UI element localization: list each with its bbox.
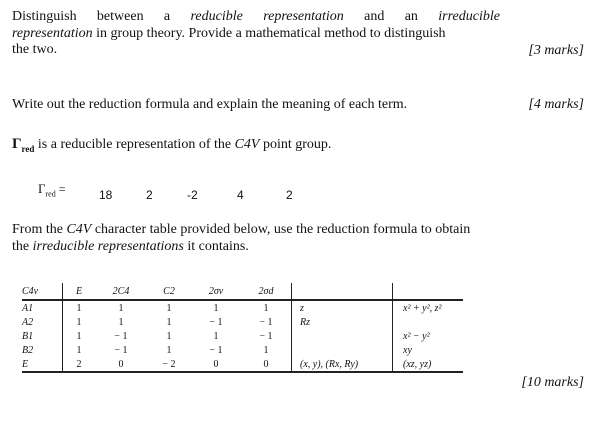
function-cell: Rz [300,316,310,328]
character-cell: 1 [213,302,219,314]
irrep-label: B1 [22,329,63,343]
character-cell: 1 [76,302,82,314]
character-table-header [22,283,463,300]
question-1-line-3: the two. [12,42,58,57]
gamma-row-equals: = [55,182,66,196]
question-1-line-2 [12,26,446,42]
character-cell: 0 [241,357,292,372]
gamma-row-label [38,181,66,198]
irrep-label: B2 [22,343,63,357]
q1-line2-italic: representation [12,26,93,41]
character-cell: 1 [118,316,124,328]
table-row [22,300,463,315]
table-header-blank [292,283,387,300]
character-cell: 0 [95,357,147,372]
irrep-label: A1 [22,300,63,315]
question-4-line-1 [12,222,470,238]
quadratic-cell [393,315,464,329]
quadratic-cell: x² + y², z² [403,302,442,314]
character-cell: 1 [76,344,82,356]
q3-group: C4V [234,137,260,152]
character-cell: − 1 [241,329,292,343]
question-2-marks: [4 marks] [528,97,584,112]
character-table [22,283,463,373]
character-cell: 1 [241,300,292,315]
question-4-marks: [10 marks] [521,375,584,390]
q3-text-b: point group. [259,137,332,152]
q1-word: irreducible [438,9,500,24]
character-cell: 1 [241,343,292,357]
table-row [22,343,463,357]
gamma-value-E: 18 [99,188,113,202]
gamma-row-subscript: red [45,189,56,199]
table-row [22,329,463,343]
q4-group: C4V [66,222,92,237]
question-4-line-2 [12,239,249,255]
character-cell: 1 [166,330,172,342]
q4-line2-italic: irreducible representations [32,239,184,254]
character-cell: 1 [76,316,82,328]
character-cell: − 1 [114,344,128,356]
function-cell [292,329,387,343]
q1-word: representation [263,9,344,24]
irrep-label: A2 [22,315,63,329]
character-cell: 2 [63,357,96,372]
gamma-red-row [38,181,338,201]
character-cell: 1 [166,302,172,314]
gamma-value-2sv: 4 [237,188,244,202]
table-header-cell: 2σv [191,283,241,300]
character-cell: 1 [118,302,124,314]
gamma-value-C2: -2 [187,188,198,202]
question-1-marks: [3 marks] [528,43,584,58]
q1-word: and [364,9,385,24]
gamma-value-2C4: 2 [146,188,153,202]
question-2-text: Write out the reduction formula and explain the meaning of each term. [12,97,408,112]
q1-word: reducible [190,9,243,24]
function-cell: z [300,302,304,314]
q1-word: between [96,9,144,24]
gamma-row-symbol: Γ [38,181,46,196]
q1-line2-rest: in group theory. Provide a mathematical method to distinguish [92,26,446,41]
q1-word: a [163,9,171,24]
character-cell: 1 [166,316,172,328]
quadratic-cell: xy [403,344,412,356]
character-cell: − 1 [241,315,292,329]
q3-text-a: is a reducible representation of the [34,137,235,152]
character-cell: − 1 [209,344,223,356]
table-header-cell: C2 [147,283,191,300]
character-cell: − 1 [209,316,223,328]
quadratic-cell: (xz, yz) [393,357,464,372]
character-cell: 1 [166,344,172,356]
gamma-value-2sd: 2 [286,188,293,202]
q4-line1-b: character table provided below, use the reduction formula to obtain [91,222,471,237]
q4-line2-b: it contains. [183,239,249,254]
table-header-cell: E [63,283,96,300]
q4-line2-a: the [12,239,33,254]
table-header-cell: 2C4 [95,283,147,300]
character-cell: 1 [213,330,219,342]
table-header-blank [393,283,464,300]
character-cell: 1 [76,330,82,342]
character-cell: − 1 [114,330,128,342]
table-row [22,357,463,372]
q4-line1-a: From the [12,222,67,237]
function-cell [292,343,387,357]
q1-word: an [404,9,418,24]
quadratic-cell: x² − y² [403,330,430,342]
character-cell: 0 [191,357,241,372]
gamma-symbol: Γ [12,136,22,152]
character-cell: − 2 [147,357,191,372]
gamma-subscript: red [21,143,35,154]
question-1-line-1 [12,9,500,25]
question-3-text [12,136,331,157]
table-group-label: C4v [22,283,63,300]
irrep-label: E [22,357,63,372]
q1-word: Distinguish [12,9,77,24]
table-header-cell: 2σd [241,283,292,300]
table-row [22,315,463,329]
function-cell: (x, y), (Rx, Ry) [292,357,387,372]
